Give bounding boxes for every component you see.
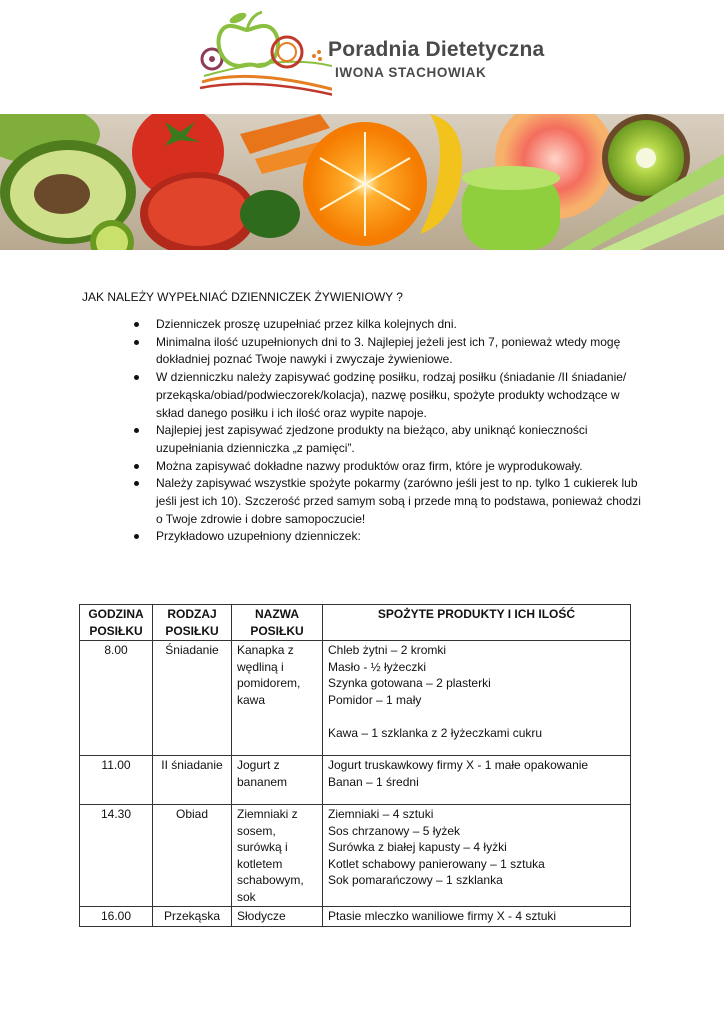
cell-name [232,641,323,756]
table-row [80,641,631,756]
cell-line: Sok pomarańczowy – 1 szklanka [328,873,503,887]
table-row [80,805,631,907]
page-heading: JAK NALEŻY WYPEŁNIAĆ DZIENNICZEK ŻYWIENIOWY ? [82,290,403,304]
list-item: Dzienniczek proszę uzupełniać przez kilka kolejnych dni. [131,316,641,334]
logo-fruit-icon [192,4,332,112]
cell-type: Śniadanie [153,641,232,756]
cell-line: sosem, [237,823,276,838]
list-item: Minimalna ilość uzupełnionych dni to 3. Najlepiej jeżeli jest ich 7, ponieważ wtedy mogę dokładniej poznać Twoje nawyki i zwyczaje żywieniowe. [131,334,641,369]
cell-line: Słodycze [237,909,286,923]
header-products: SPOŻYTE PRODUKTY I ICH ILOŚĆ [323,605,631,641]
cell-line: Ziemniaki z [237,807,298,821]
cell-line: Pomidor – 1 mały [328,692,422,707]
fruits-vegetables-banner [0,114,724,250]
cell-time: 16.00 [80,907,153,927]
header-type [153,605,232,641]
cell-line: wędliną i [237,659,284,674]
cell-line: bananem [237,774,288,789]
cell-time: 11.00 [80,756,153,805]
list-item: Przykładowo uzupełniony dzienniczek: [131,528,641,546]
cell-line: Sos chrzanowy – 5 łyżek [328,823,461,838]
header-text: GODZINA [88,607,144,621]
header-text: POSIŁKU [250,623,304,638]
cell-line: sok [237,889,256,904]
food-diary-table [79,604,631,927]
list-item: Należy zapisywać wszystkie spożyte pokarmy (zarówno jeśli jest to np. tylko 1 cukierek lub jeśli jest ich 10). Szczerość przed samym sobą i przede mną to podstawa, ponieważ chodzi o Twoje zdrowie i dobre samopoczucie! [131,475,641,528]
header-name [232,605,323,641]
cell-time: 8.00 [80,641,153,756]
cell-line: Banan – 1 średni [328,774,419,789]
cell-type: Obiad [153,805,232,907]
header-text: RODZAJ [167,607,217,621]
header-text: NAZWA [255,607,299,621]
cell-line: pomidorem, [237,676,301,690]
cell-type: Przekąska [153,907,232,927]
header-time [80,605,153,641]
cell-line: Jogurt z [237,758,280,772]
instructions-list [131,316,641,546]
table-row [80,907,631,927]
cell-name [232,756,323,805]
cell-line: Jogurt truskawkowy firmy X - 1 małe opakowanie [328,758,589,772]
cell-time: 14.30 [80,805,153,907]
table-header-row [80,605,631,641]
cell-line: Kawa – 1 szklanka z 2 łyżeczkami cukru [328,725,543,740]
cell-name [232,805,323,907]
cell-line: schabowym, [237,873,304,887]
fruits-vegetables-photo-icon [0,114,724,250]
list-item: W dzienniczku należy zapisywać godzinę posiłku, rodzaj posiłku (śniadanie /II śniadanie/ przekąska/obiad/podwieczorek/kolacja), nazwę posiłku, spożyte produkty wchodzące w skład danego posiłku i ich ilość oraz wypite napoje. [131,369,641,422]
cell-line: Ptasie mleczko waniliowe firmy X - 4 sztuki [328,909,557,923]
logo-title: Poradnia Dietetyczna [328,38,545,61]
cell-products [323,641,631,756]
cell-products [323,756,631,805]
cell-name [232,907,323,927]
cell-spacer [328,708,625,725]
header-text: POSIŁKU [165,623,219,638]
list-item: Najlepiej jest zapisywać zjedzone produkty na bieżąco, aby uniknąć konieczności uzupełniania dzienniczka „z pamięci”. [131,422,641,457]
cell-line: kotletem [237,856,283,871]
table-row [80,756,631,805]
cell-line: Kotlet schabowy panierowany – 1 sztuka [328,856,545,871]
cell-line: Szynka gotowana – 2 plasterki [328,676,491,690]
cell-products [323,907,631,927]
logo [192,4,545,112]
list-item: Można zapisywać dokładne nazwy produktów oraz firm, które je wyprodukowały. [131,458,641,476]
header-text: POSIŁKU [89,623,143,638]
cell-line: Surówka z białej kapusty – 4 łyżki [328,840,507,854]
cell-line: Kanapka z [237,643,294,657]
logo-subtitle: IWONA STACHOWIAK [335,65,487,80]
cell-type: II śniadanie [153,756,232,805]
cell-line: Ziemniaki – 4 sztuki [328,807,434,821]
cell-products [323,805,631,907]
cell-line: surówką i [237,840,288,854]
cell-line: kawa [237,692,266,707]
cell-line: Masło - ½ łyżeczki [328,659,427,674]
cell-line: Chleb żytni – 2 kromki [328,643,447,657]
